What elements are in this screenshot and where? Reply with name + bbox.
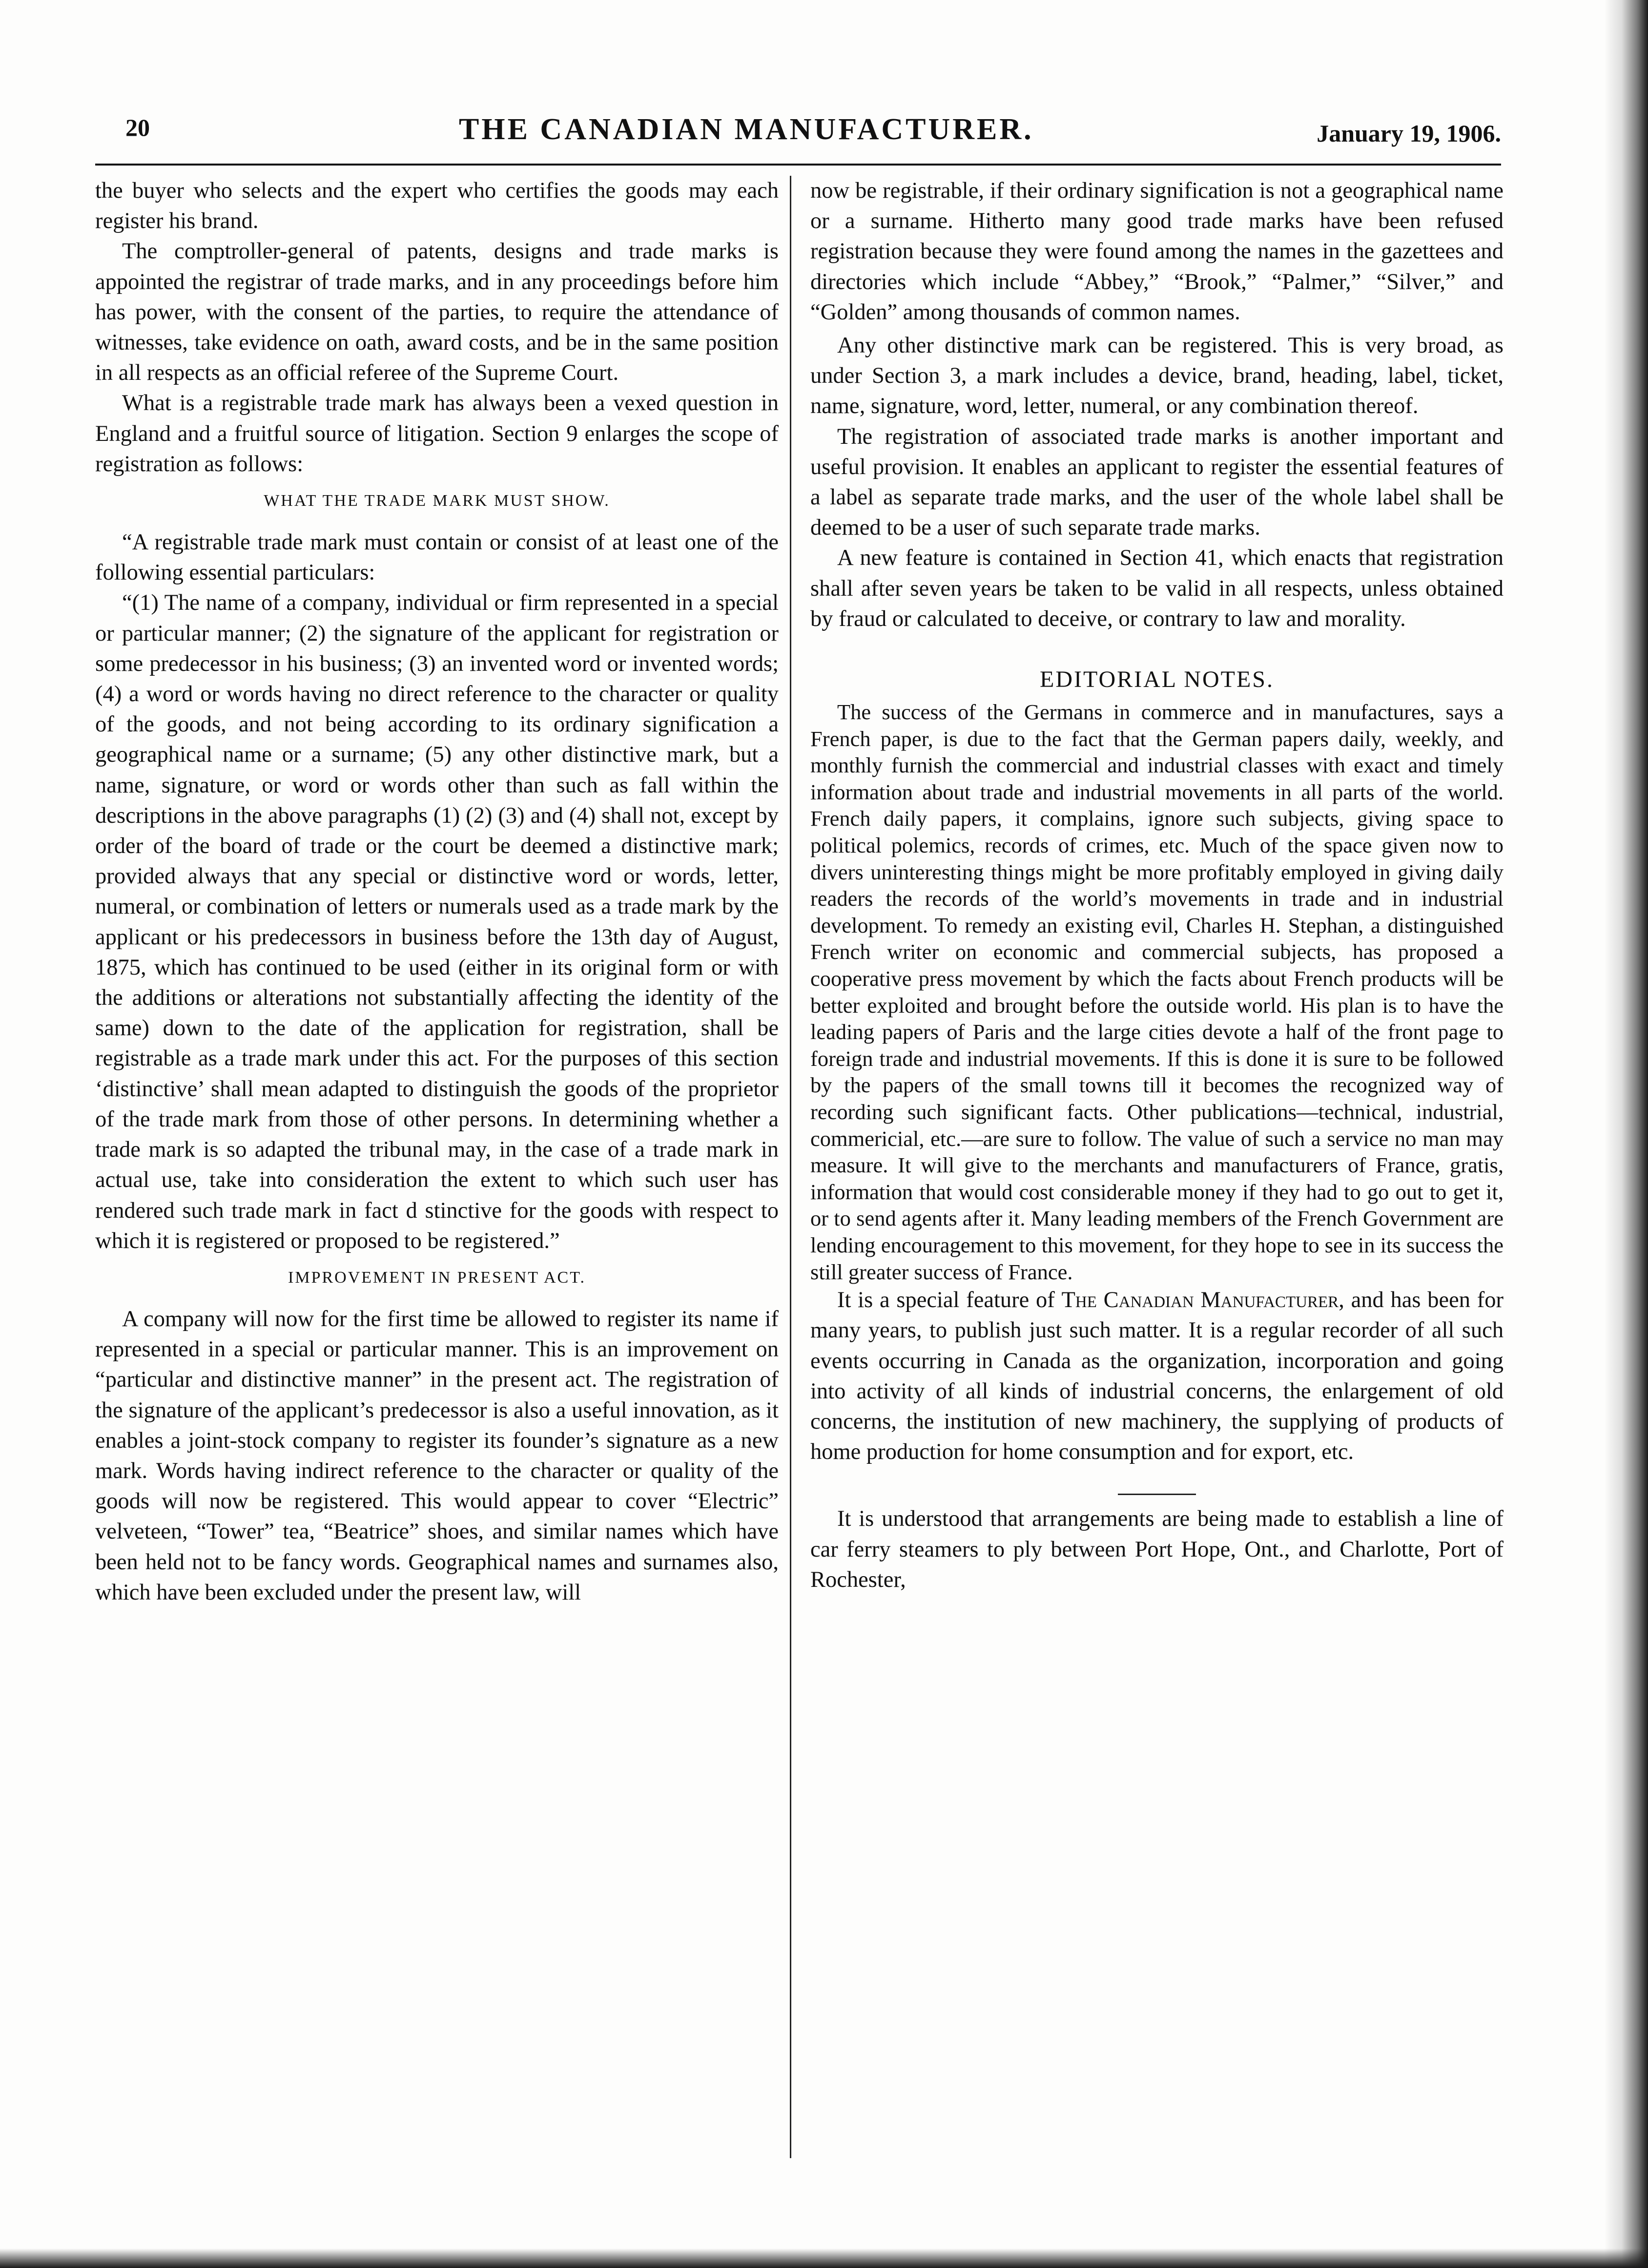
- paragraph: A company will now for the first time be allowed to register its name if represented in a special or particular manner. This is an improvement on “particular and distinctive manner” in the present act. The registration of the signature of the applicant’s predecessor is also a useful innovation, as it enables a joint-stock company to register its founder’s signature as a new mark. Words having indirect reference to the character or quality of the goods will now be registered. This would appear to cover “Electric” velveteen, “Tower” tea, “Beatrice” shoes, and similar names which have been held not to be fancy words. Geographical names and surnames also, which have been excluded under the present law, will: [95, 1306, 779, 1605]
- paragraph: now be registrable, if their ordinary signification is not a geographical name or a surname. Hitherto many good trade marks have been refused registration because they were found among the names in the gazettees and directories which include “Abbey,” “Brook,” “Palmer,” “Silver,” and “Golden” among thousands of common names.: [810, 178, 1504, 325]
- text-run: , and has been for many years, to publish just such matter. It is a regular recorder of all such events occurring in Canada as the organization, incorporation and going into activity of all kinds of industrial concerns, the enlargement of old concerns, the institution of new machinery, the supplying of products of home production for home consumption and for export, etc.: [810, 1288, 1504, 1465]
- paragraph: the buyer who selects and the expert who certifies the goods may each register his brand.: [95, 178, 779, 234]
- page-number: 20: [125, 114, 150, 141]
- scan-edge-right: [1604, 0, 1648, 2268]
- issue-date: January 19, 1906.: [1317, 120, 1501, 147]
- page-header: [95, 108, 1501, 157]
- paragraph: A new feature is contained in Section 41, which enacts that registration shall after seven years be taken to be valid in all respects, unless obtained by fraud or calculated to deceive, or contrary to law and morality.: [810, 545, 1504, 631]
- paragraph: The registration of associated trade marks is another important and useful provision. It enables an applicant to register the essential features of a label as separate trade marks, and the user of the whole label shall be deemed to be a user of such separate trade marks.: [810, 424, 1504, 541]
- separator-rule: [1118, 1494, 1196, 1495]
- section-heading: IMPROVEMENT IN PRESENT ACT.: [288, 1268, 586, 1287]
- left-column: [95, 176, 779, 1608]
- paragraph: “(1) The name of a company, individual or firm represented in a special or particular manner; (2) the signature of the applicant for registration or some predecessor in his business; (3) an invented word or invented words; (4) a word or words having no direct reference to the character or quality of the goods, and not being according to its ordinary signification a geographical name or a surname; (5) any other distinctive mark, but a name, signature, or word or words other than such as fall within the descriptions in the above paragraphs (1) (2) (3) and (4) shall not, except by order of the board of trade or the court be deemed a distinctive mark; provided always that any special or distinctive word or words, letter, numeral, or combination of letters or numerals used as a trade mark by the applicant or his predecessors in business before the 13th day of August, 1875, which has continued to be used (either in its original form or with the additions or alterations not substantially affecting the identity of the same) down to the date of the application for registration, shall be registrable as a trade mark under this act. For the purposes of this section ‘distinctive’ shall mean adapted to distinguish the goods of the proprietor of the trade mark from those of other persons. In determining whether a trade mark is so adapted the tribunal may, in the case of a trade mark in actual use, take into consideration the extent to which such user has rendered such trade mark in fact d stinctive for the goods with respect to which it is registered or proposed to be registered.”: [95, 590, 779, 1253]
- paragraph: The success of the Germans in commerce and in manufactures, says a French paper, is due to the fact that the German papers daily, weekly, and monthly furnish the commercial and industrial classes with exact and timely information about trade and industrial movements in all parts of the world. French daily papers, it complains, ignore such subjects, giving space to political polemics, records of crimes, etc. Much of the space given now to divers uninteresting things might be more profitably employed in giving daily readers the records of the world’s movements in trade and in industrial development. To remedy an existing evil, Charles H. Stephan, a distinguished French writer on economic and commercial subjects, has proposed a cooperative press movement by which the facts about French products will be better exploited and brought before the outside world. His plan is to have the leading papers of Paris and the large cities devote a half of the front page to foreign trade and industrial movements. If this is done it is sure to be followed by the papers of the small towns till it becomes the recognized way of recording such significant facts. Other publications—technical, industrial, commericial, etc.—are sure to follow. The value of such a service no man may measure. It will give to the merchants and manufacturers of France, gratis, information that would cost considerable money if they had to go out to get it, or to send agents after it. Many leading members of the French Government are lending encouragement to this movement, for they hope to see in its success the still greater success of France.: [810, 700, 1504, 1284]
- paragraph: “A registrable trade mark must contain or consist of at least one of the following essential particulars:: [95, 530, 779, 585]
- right-column: [810, 176, 1504, 1595]
- scan-edge-bottom: [0, 2248, 1648, 2268]
- paragraph: [810, 1285, 1504, 1467]
- paragraph: Any other distinctive mark can be registered. This is very broad, as under Section 3, a mark includes a device, brand, heading, label, ticket, name, signature, word, letter, numeral, or any combination thereof.: [810, 333, 1504, 419]
- column-divider: [790, 176, 791, 2158]
- paragraph: It is understood that arrangements are being made to establish a line of car ferry steamers to ply between Port Hope, Ont., and Charlotte, Port of Rochester,: [810, 1506, 1504, 1592]
- paragraph: The comptroller-general of patents, designs and trade marks is appointed the registrar of trade marks, and in any proceedings before him has power, with the consent of the parties, to require the attendance of witnesses, take evidence on oath, award costs, and be in the same position in all respects as an official referee of the Supreme Court.: [95, 239, 779, 386]
- section-heading: WHAT THE TRADE MARK MUST SHOW.: [264, 492, 610, 510]
- journal-title: THE CANADIAN MANUFACTURER.: [459, 113, 1034, 146]
- editorial-notes: [810, 699, 1504, 1285]
- header-rule: [95, 164, 1501, 166]
- text-run: It is a special feature of: [837, 1288, 1062, 1313]
- editorial-heading: EDITORIAL NOTES.: [1040, 666, 1274, 693]
- paragraph: What is a registrable trade mark has always been a vexed question in England and a fruitful source of litigation. Section 9 enlarges the scope of registration as follows:: [95, 391, 779, 477]
- journal-name-inline: The Canadian Manufacturer: [1061, 1288, 1339, 1313]
